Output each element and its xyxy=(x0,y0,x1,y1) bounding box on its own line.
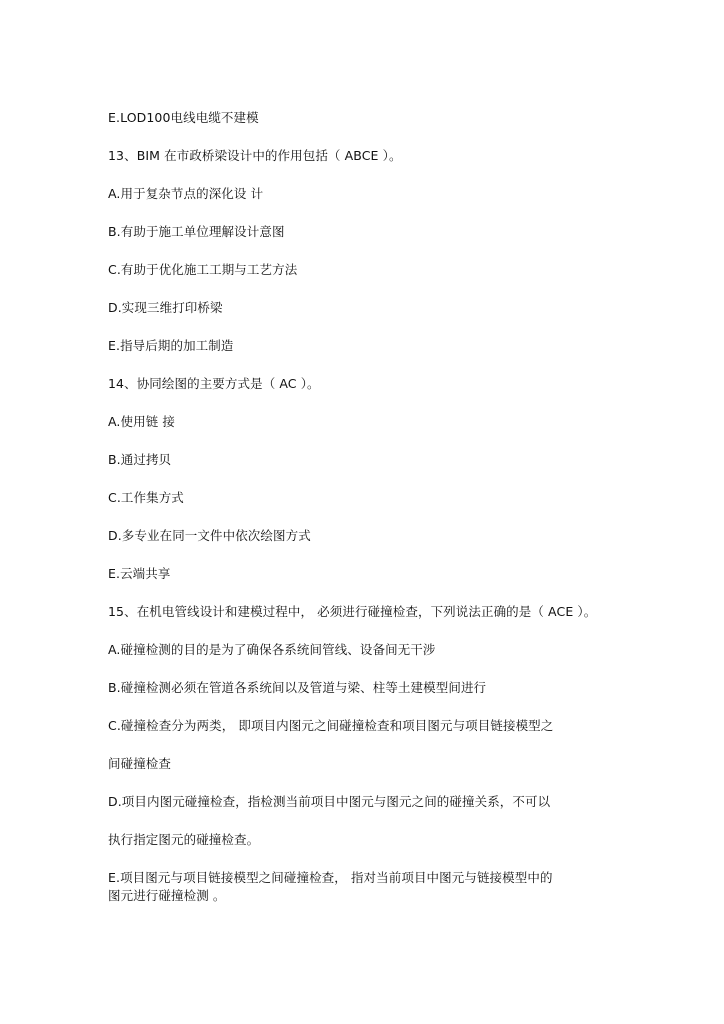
option-a-q15: A.碰撞检测的目的是为了确保各系统间管线、设备间无干涉 xyxy=(108,642,436,657)
option-b-q13: B.有助于施工单位理解设计意图 xyxy=(108,224,285,239)
option-e-q13: E.指导后期的加工制造 xyxy=(108,338,234,353)
option-e-q15-line1: E.项目图元与项目链接模型之间碰撞检查， 指对当前项目中图元与链接模型中的 xyxy=(108,870,553,885)
option-c-q14: C.工作集方式 xyxy=(108,490,184,505)
option-a-q14: A.使用链 接 xyxy=(108,414,175,429)
question-14: 14、协同绘图的主要方式是（ AC ）。 xyxy=(108,376,320,391)
question-13: 13、BIM 在市政桥梁设计中的作用包括（ ABCE ）。 xyxy=(108,148,402,163)
option-b-q14: B.通过拷贝 xyxy=(108,452,172,467)
option-d-q15-line1: D.项目内图元碰撞检查，指检测当前项目中图元与图元之间的碰撞关系，不可以 xyxy=(108,794,551,809)
option-d-q14: D.多专业在同一文件中依次绘图方式 xyxy=(108,528,311,543)
question-15: 15、在机电管线设计和建模过程中， 必须进行碰撞检查，下列说法正确的是（ ACE ）。 xyxy=(108,604,597,619)
option-b-q15: B.碰撞检测必须在管道各系统间以及管道与梁、柱等土建模型间进行 xyxy=(108,680,487,695)
option-c-q15-line1: C.碰撞检查分为两类， 即项目内图元之间碰撞检查和项目图元与项目链接模型之 xyxy=(108,718,554,733)
option-e-q12: E.LOD100电线电缆不建模 xyxy=(108,110,259,125)
option-d-q15-line2: 执行指定图元的碰撞检查。 xyxy=(108,832,260,847)
option-c-q15-line2: 间碰撞检查 xyxy=(108,756,172,771)
option-d-q13: D.实现三维打印桥梁 xyxy=(108,300,223,315)
option-e-q15-line2: 图元进行碰撞检测 。 xyxy=(108,888,226,903)
option-c-q13: C.有助于优化施工工期与工艺方法 xyxy=(108,262,298,277)
option-a-q13: A.用于复杂节点的深化设 计 xyxy=(108,186,264,201)
option-e-q14: E.云端共享 xyxy=(108,566,171,581)
